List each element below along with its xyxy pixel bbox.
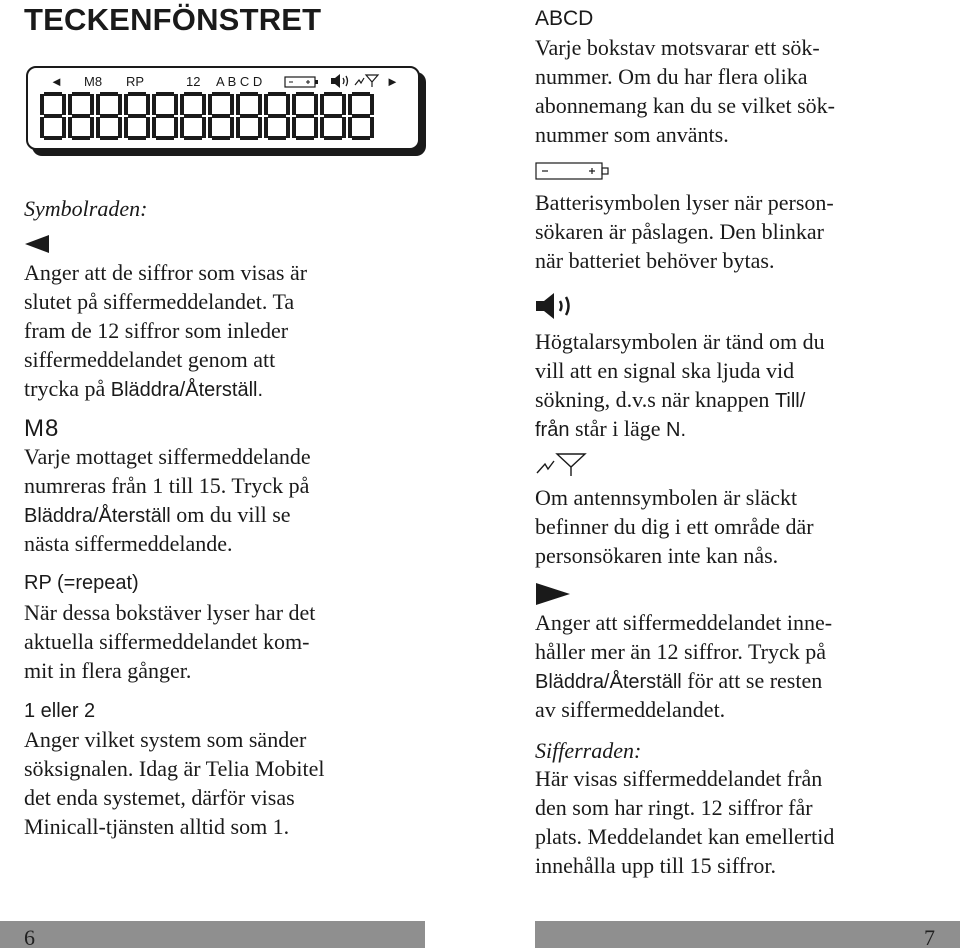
left-p4-line3: det enda systemet, därför visas <box>24 785 295 810</box>
system-label: 1 eller 2 <box>24 700 96 722</box>
lcd-digit <box>40 92 66 140</box>
left-p4-line1: Anger vilket system som sänder <box>24 727 307 752</box>
section-heading-symbolraden: Symbolraden: <box>24 196 148 221</box>
lcd-digit <box>236 92 262 140</box>
right-p5-line3: Bläddra/Återställ för att se resten <box>535 668 823 693</box>
speaker-icon <box>535 292 579 320</box>
rp-label: RP (=repeat) <box>24 572 139 594</box>
right-p4-line3: personsökaren inte kan nås. <box>535 543 779 568</box>
speaker-icon <box>330 74 352 88</box>
battery-icon <box>284 75 320 89</box>
lcd-digit <box>320 92 346 140</box>
right-p3-line3: sökning, d.v.s när knappen Till/ <box>535 387 806 412</box>
right-p1-line1: Varje bokstav motsvarar ett sök- <box>535 35 820 60</box>
left-p4-line2: söksignalen. Idag är Telia Mobitel <box>24 756 325 781</box>
left-p1-line1: Anger att de siffror som visas är <box>24 260 308 285</box>
right-p5-line4: av siffermeddelandet. <box>535 697 726 722</box>
right-arrow-symbol: ► <box>386 74 399 89</box>
system-symbol: 12 <box>186 74 201 89</box>
lcd-digit <box>152 92 178 140</box>
m8-label: M8 <box>24 415 60 442</box>
right-p6-line1: Här visas siffermeddelandet från <box>535 766 823 791</box>
left-p3-line1: När dessa bokstäver lyser har det <box>24 600 316 625</box>
right-p6-line2: den som har ringt. 12 siffror får <box>535 795 813 820</box>
repeat-symbol: RP <box>126 74 145 89</box>
right-p1-line4: nummer som använts. <box>535 122 729 147</box>
abcd-label: ABCD <box>535 7 594 30</box>
right-p3-line2: vill att en signal ska ljuda vid <box>535 358 795 383</box>
section-heading-sifferraden: Sifferraden: <box>535 738 642 763</box>
lcd-display <box>26 66 420 150</box>
lcd-digit <box>264 92 290 140</box>
right-p6-line3: plats. Meddelandet kan emellertid <box>535 824 835 849</box>
left-p4-line4: Minicall-tjänsten alltid som 1. <box>24 814 290 839</box>
right-p4-line2: befinner du dig i ett område där <box>535 514 814 539</box>
antenna-icon <box>535 451 589 477</box>
footer-bar-left <box>0 921 425 948</box>
left-p1-line4: siffermeddelandet genom att <box>24 347 276 372</box>
right-p3-line1: Högtalarsymbolen är tänd om du <box>535 329 825 354</box>
battery-icon <box>535 160 611 182</box>
footer-bar-right <box>535 921 960 948</box>
right-p5-line1: Anger att siffermeddelandet inne- <box>535 610 833 635</box>
right-arrow-icon <box>535 582 571 606</box>
left-p1-line3: fram de 12 siffror som inleder <box>24 318 289 343</box>
left-arrow-symbol: ◄ <box>50 74 63 89</box>
abcd-symbol: A B C D <box>216 74 263 89</box>
lcd-digit <box>96 92 122 140</box>
right-p1-line2: nummer. Om du har flera olika <box>535 64 808 89</box>
page-number-left: 6 <box>24 925 35 950</box>
lcd-digit <box>348 92 374 140</box>
right-p5-line2: håller mer än 12 siffror. Tryck på <box>535 639 827 664</box>
right-p4-line1: Om antennsymbolen är släckt <box>535 485 798 510</box>
left-arrow-icon <box>24 234 50 254</box>
left-p2-line1: Varje mottaget siffermeddelande <box>24 444 311 469</box>
right-p6-line4: innehålla upp till 15 siffror. <box>535 853 776 878</box>
right-p2-line1: Batterisymbolen lyser när person- <box>535 190 834 215</box>
lcd-digit <box>208 92 234 140</box>
right-p1-line3: abonnemang kan du se vilket sök- <box>535 93 835 118</box>
lcd-digit <box>180 92 206 140</box>
antenna-icon <box>354 74 380 88</box>
lcd-digit <box>292 92 318 140</box>
lcd-digit <box>68 92 94 140</box>
page-number-right: 7 <box>924 925 935 950</box>
left-p2-line2: numreras från 1 till 15. Tryck på <box>24 473 310 498</box>
left-p2-line4: nästa siffermeddelande. <box>24 531 233 556</box>
left-p2-line3: Bläddra/Återställ om du vill se <box>24 502 291 527</box>
right-p3-line4: från står i läge N. <box>535 416 686 441</box>
left-p3-line2: aktuella siffermeddelandet kom- <box>24 629 310 654</box>
right-p2-line2: sökaren är påslagen. Den blinkar <box>535 219 824 244</box>
message-number-symbol: M8 <box>84 74 103 89</box>
left-p1-line5: trycka på Bläddra/Återställ. <box>24 376 264 401</box>
digit-row <box>40 92 374 140</box>
lcd-digit <box>124 92 150 140</box>
right-p2-line3: när batteriet behöver bytas. <box>535 248 775 273</box>
left-p1-line2: slutet på siffermeddelandet. Ta <box>24 289 295 314</box>
page-title: TECKENFÖNSTRET <box>24 2 322 37</box>
left-p3-line3: mit in flera gånger. <box>24 658 192 683</box>
